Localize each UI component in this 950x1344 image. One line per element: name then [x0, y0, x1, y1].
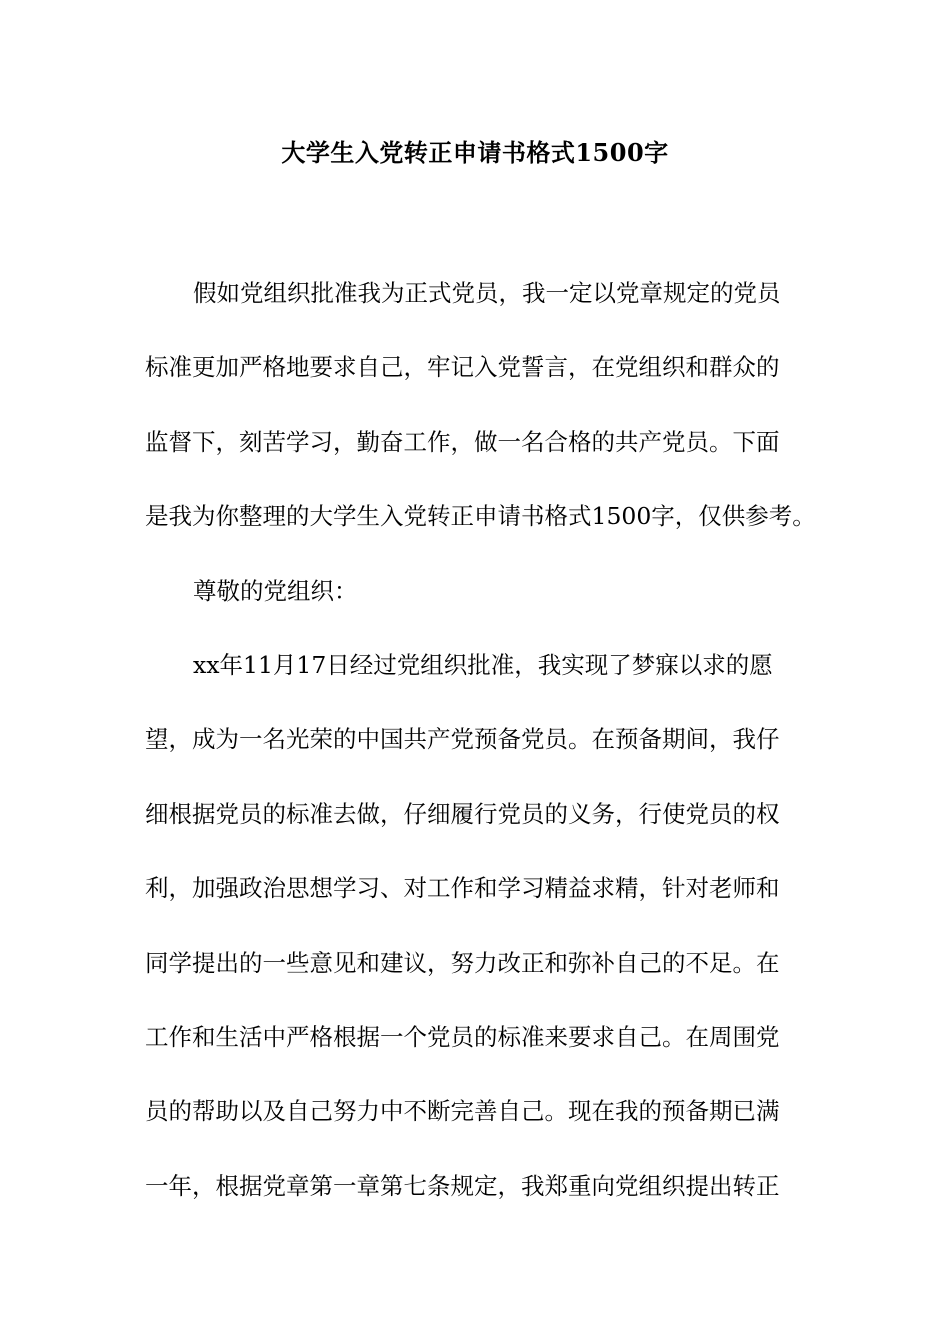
salutation-line: 尊敬的党组织： — [193, 576, 358, 605]
body-line: 是我为你整理的大学生入党转正申请书格式1500字，仅供参考。 — [145, 502, 816, 531]
body-line: 利，加强政治思想学习、对工作和学习精益求精，针对老师和 — [145, 874, 780, 903]
body-line: 工作和生活中严格根据一个党员的标准来要求自己。在周围党 — [145, 1022, 780, 1051]
body-line: 监督下，刻苦学习，勤奋工作，做一名合格的共产党员。下面 — [145, 427, 780, 456]
document-title: 大学生入党转正申请书格式1500字 — [281, 138, 669, 167]
body-line: 望，成为一名光荣的中国共产党预备党员。在预备期间，我仔 — [145, 725, 780, 754]
body-line: 细根据党员的标准去做，仔细履行党员的义务，行使党员的权 — [145, 799, 780, 828]
body-line: 一年，根据党章第一章第七条规定，我郑重向党组织提出转正 — [145, 1171, 780, 1200]
body-line: 标准更加严格地要求自己，牢记入党誓言，在党组织和群众的 — [145, 353, 780, 382]
body-line: xx年11月17日经过党组织批准，我实现了梦寐以求的愿 — [193, 650, 773, 679]
body-line: 同学提出的一些意见和建议，努力改正和弥补自己的不足。在 — [145, 948, 780, 977]
body-line: 员的帮助以及自己努力中不断完善自己。现在我的预备期已满 — [145, 1097, 780, 1126]
body-line: 假如党组织批准我为正式党员，我一定以党章规定的党员 — [193, 279, 781, 307]
document-body — [145, 256, 816, 1223]
